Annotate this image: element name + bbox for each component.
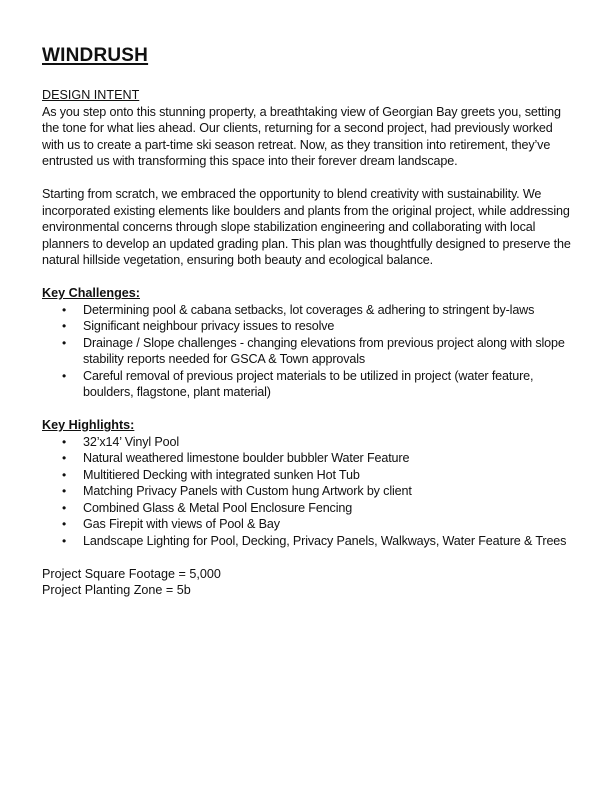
bullet-icon: • <box>62 302 67 317</box>
list-item <box>42 516 572 533</box>
project-square-footage: Project Square Footage = 5,000 <box>42 566 221 581</box>
list-item-text: Careful removal of previous project materials to be utilized in project (water feature, boulders, flagstone, plant material) <box>83 368 534 399</box>
list-item <box>42 483 572 500</box>
list-item-text: Gas Firepit with views of Pool & Bay <box>83 517 280 531</box>
list-item-text: Significant neighbour privacy issues to resolve <box>83 319 335 333</box>
key-challenges-list <box>42 302 572 401</box>
list-item <box>42 302 572 319</box>
bullet-icon: • <box>62 517 67 531</box>
list-item-text: Combined Glass & Metal Pool Enclosure Fencing <box>83 500 353 515</box>
project-planting-zone: Project Planting Zone = 5b <box>42 583 191 597</box>
list-item <box>42 318 572 335</box>
document-title: WINDRUSH <box>42 45 149 66</box>
list-item <box>42 368 572 401</box>
list-item <box>42 434 572 451</box>
bullet-icon: • <box>62 500 67 515</box>
bullet-icon: • <box>62 434 67 449</box>
bullet-icon: • <box>62 533 67 548</box>
list-item-text: Natural weathered limestone boulder bubbler Water Feature <box>83 451 410 465</box>
bullet-icon: • <box>62 451 67 465</box>
list-item <box>42 450 572 467</box>
design-intent-paragraph-2: Starting from scratch, we embraced the opportunity to blend creativity with sustainability. We incorporated existing elements like boulders and plants from the original project, while addressing environmental concerns through slope stabilization engineering and collaborating with local planners to develop an updated grading plan. This plan was thoughtfully designed to preserve the natural hillside vegetation, ensuring both beauty and ecological balance. <box>42 187 571 267</box>
list-item <box>42 335 572 368</box>
list-item-text: Multitiered Decking with integrated sunken Hot Tub <box>83 467 360 482</box>
bullet-icon: • <box>62 335 67 350</box>
list-item-text: Determining pool & cabana setbacks, lot coverages & adhering to stringent by-laws <box>83 302 535 317</box>
document-page <box>42 44 572 599</box>
list-item <box>42 467 572 484</box>
list-item <box>42 500 572 517</box>
list-item-text: 32’x14’ Vinyl Pool <box>83 434 180 449</box>
key-highlights-list <box>42 434 572 550</box>
bullet-icon: • <box>62 484 67 498</box>
key-challenges-heading: Key Challenges: <box>42 286 140 300</box>
bullet-icon: • <box>62 467 67 482</box>
design-intent-paragraph-1: As you step onto this stunning property, a breathtaking view of Georgian Bay greets you, setting the tone for what lies ahead. Our clients, returning for a second project, had previously worked with us to create a part-time ski season retreat. Now, as they transition into retirement, they’ve entrusted us with transforming this space into their forever dream landscape. <box>42 104 561 168</box>
list-item <box>42 533 572 550</box>
bullet-icon: • <box>62 319 67 333</box>
list-item-text: Matching Privacy Panels with Custom hung Artwork by client <box>83 484 412 498</box>
list-item-text: Drainage / Slope challenges - changing elevations from previous project along with slope stability reports needed for GSCA & Town approvals <box>83 335 565 366</box>
key-highlights-heading: Key Highlights: <box>42 418 135 432</box>
design-intent-label: DESIGN INTENT <box>42 88 140 102</box>
project-stats <box>42 566 572 599</box>
bullet-icon: • <box>62 368 67 383</box>
list-item-text: Landscape Lighting for Pool, Decking, Privacy Panels, Walkways, Water Feature & Trees <box>83 533 567 548</box>
